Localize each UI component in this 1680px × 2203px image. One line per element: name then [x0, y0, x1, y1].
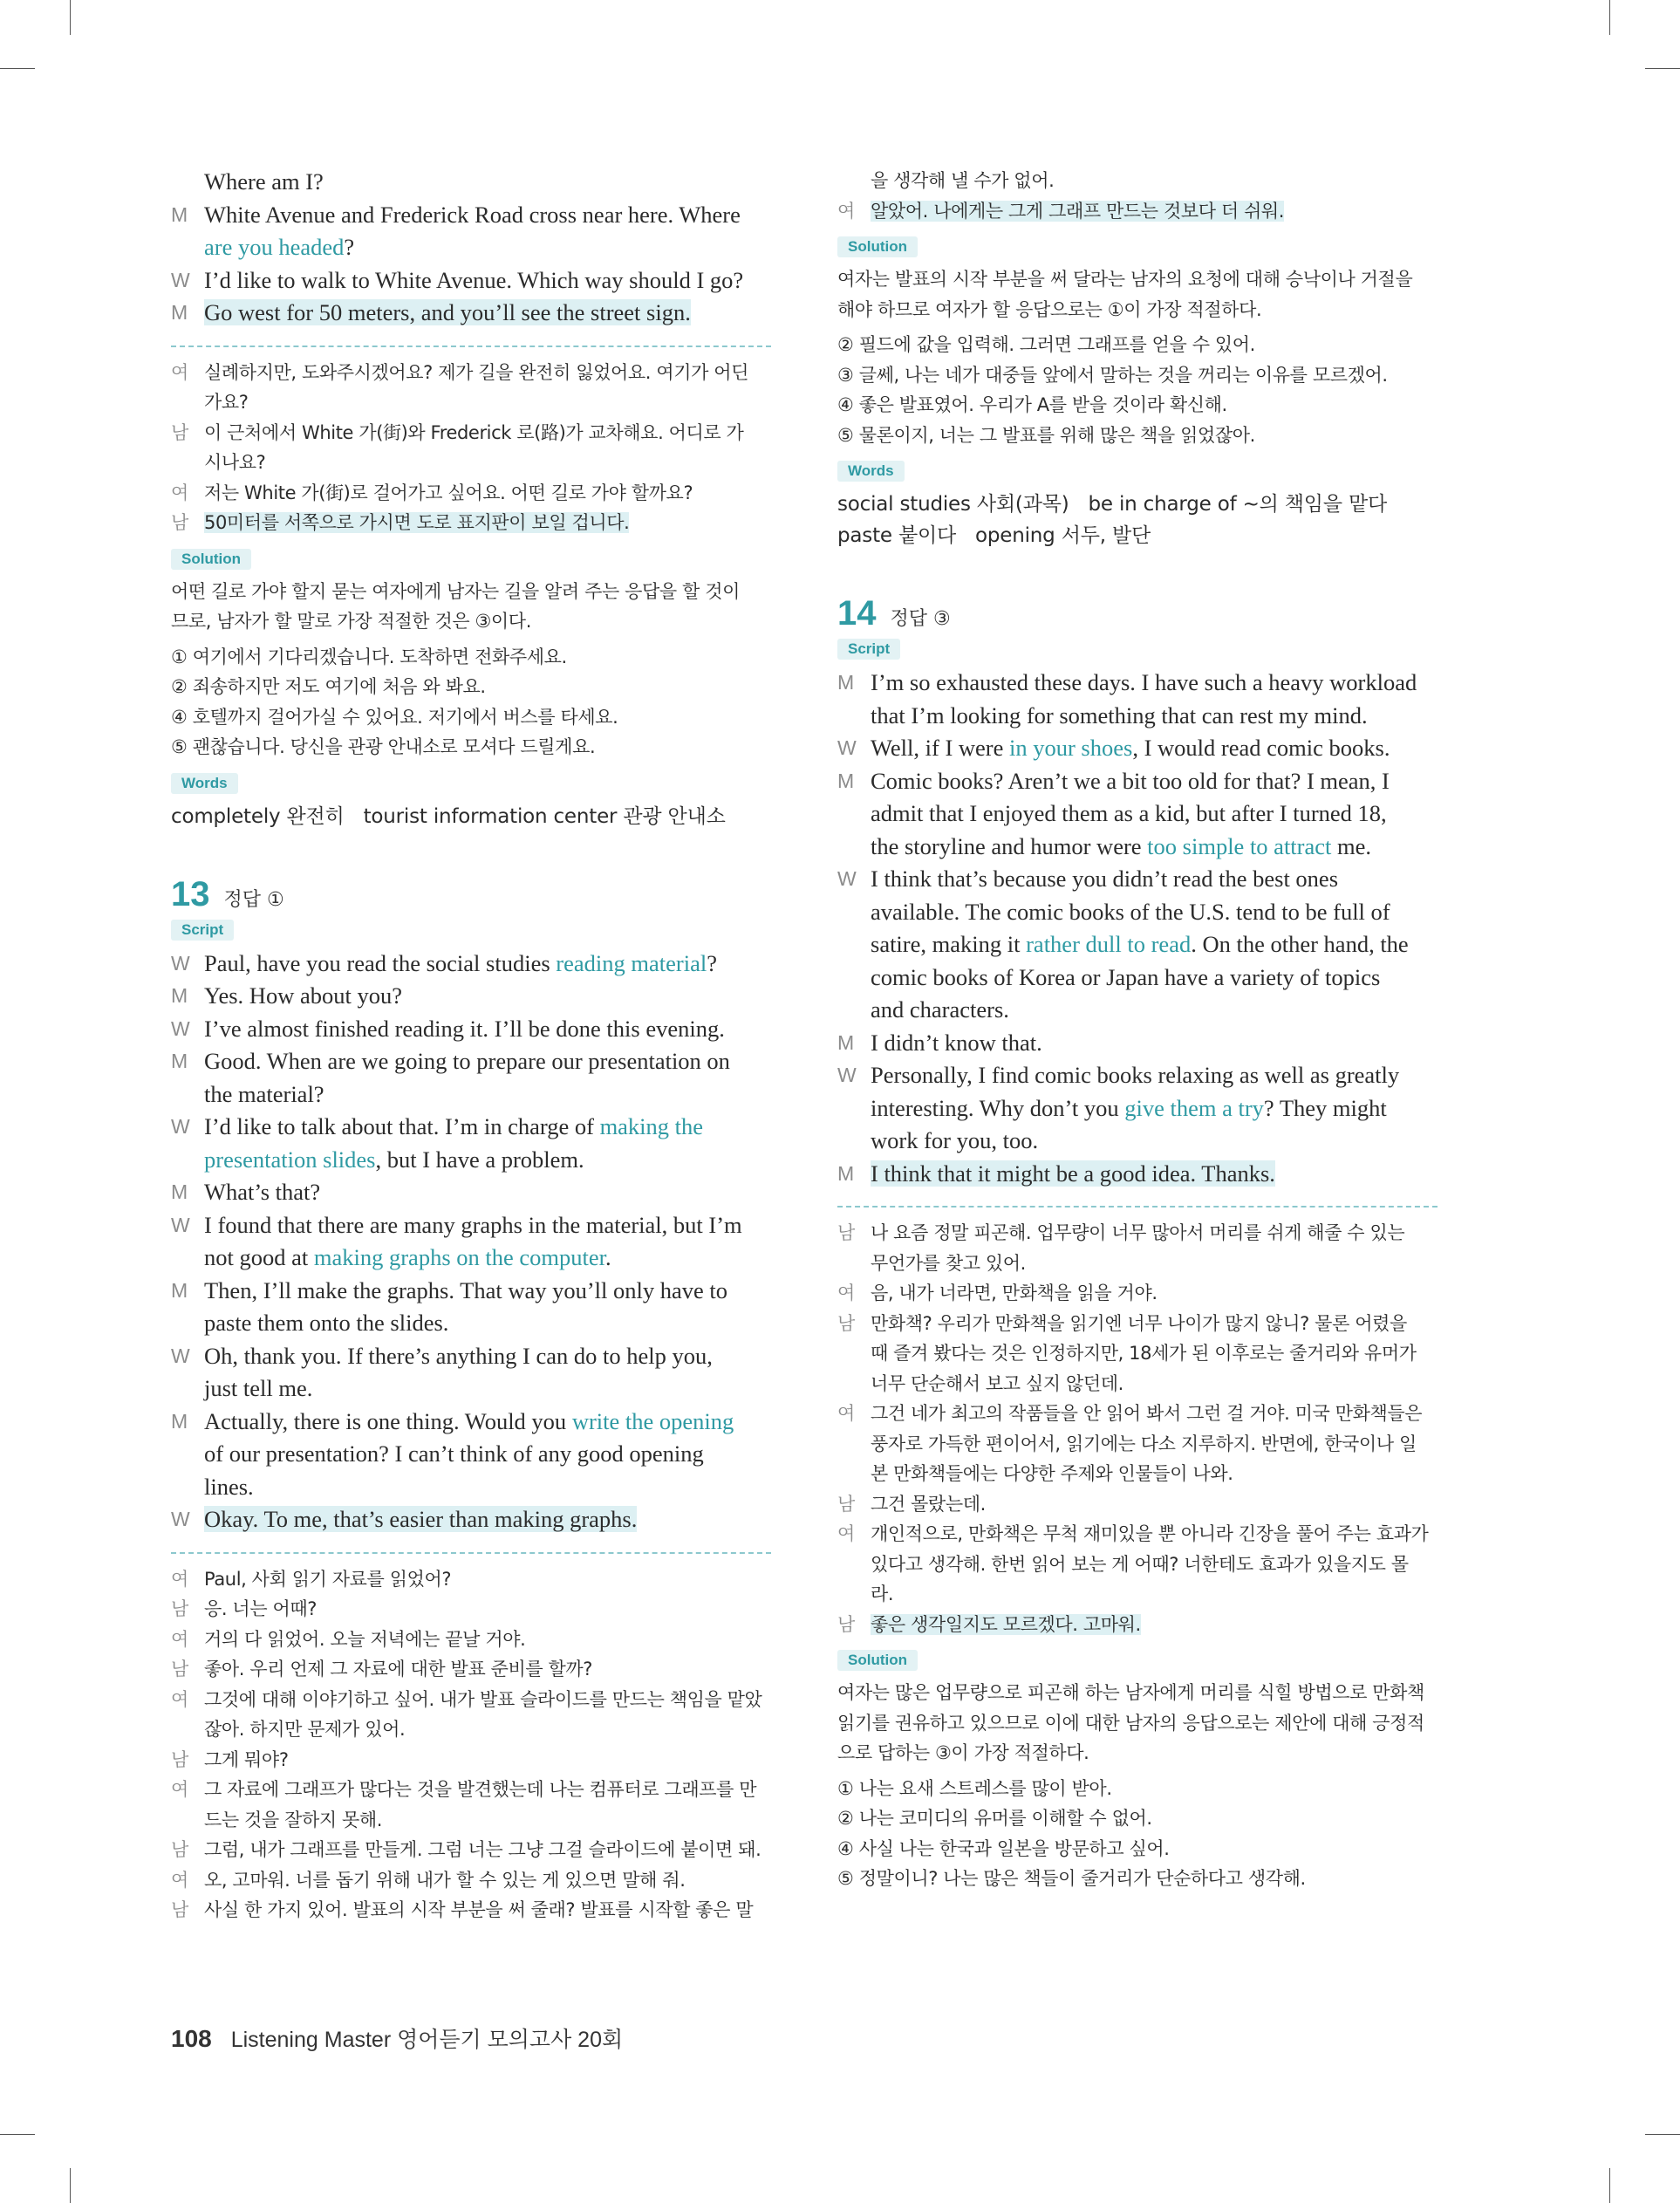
script-text: I think that’s because you didn’t read the best ones	[871, 865, 1339, 892]
solution-text: 므로, 남자가 할 말로 가장 적절한 것은 ③이다.	[171, 611, 531, 632]
words-tag: Words	[837, 461, 905, 482]
speaker-label: W	[837, 867, 857, 890]
translation-text: 음, 내가 너라면, 만화책을 읽을 거야.	[871, 1283, 1158, 1303]
option-item: ① 나는 요새 스트레스를 많이 받아.	[837, 1777, 1112, 1799]
script-line	[837, 1092, 1438, 1125]
translation-line	[837, 1399, 1438, 1429]
script-text: , but I have a problem.	[375, 1146, 584, 1173]
script-line	[837, 928, 1438, 961]
script-line: that I’m looking for something that can rest my mind.	[871, 701, 1368, 729]
script-line	[837, 831, 1438, 864]
translation-line: 을 생각해 낼 수가 없어.	[871, 170, 1055, 191]
key-phrase: in your shoes	[1009, 735, 1133, 761]
speaker-label: W	[171, 268, 190, 291]
script-line	[171, 1209, 771, 1242]
script-text: I’d like to walk to White Avenue. Which way should I go?	[204, 266, 744, 293]
q14-script	[837, 667, 1438, 1190]
speaker-label: M	[171, 301, 188, 324]
script-line: work for you, too.	[871, 1127, 1039, 1153]
script-text: ?	[344, 234, 355, 260]
key-phrase: too simple to attract	[1147, 832, 1332, 859]
translation-line	[171, 508, 771, 538]
script-text: What’s that?	[204, 1179, 321, 1205]
script-line	[171, 1176, 771, 1209]
translation-line: 시나요?	[204, 452, 266, 473]
script-line	[171, 980, 771, 1013]
script-tag: Script	[837, 639, 900, 660]
script-line	[171, 1503, 771, 1536]
script-line	[837, 667, 1438, 700]
translation-line	[837, 1309, 1438, 1339]
speaker-label: W	[171, 1115, 190, 1138]
translation-text: 오, 고마워. 너를 돕기 위해 내가 할 수 있는 게 있으면 말해 줘.	[204, 1869, 686, 1891]
speaker-label: 남	[171, 1598, 188, 1619]
speaker-label: W	[171, 951, 190, 975]
translation-text: 만화책? 우리가 만화책을 읽기엔 너무 나이가 많지 않니? 물론 어렸을	[871, 1312, 1407, 1334]
translation-line	[171, 1594, 771, 1625]
q13-words	[837, 489, 1438, 551]
translation-text: 개인적으로, 만화책은 무척 재미있을 뿐 아니라 긴장을 풀어 주는 효과가	[871, 1523, 1429, 1544]
option-item: ④ 좋은 발표였어. 우리가 A를 받을 것이라 확신해.	[837, 394, 1227, 415]
script-text: me.	[1331, 832, 1372, 859]
speaker-label: 남	[171, 1659, 188, 1680]
q13-solution	[837, 264, 1438, 450]
speaker-label: 여	[171, 1568, 188, 1590]
script-tag: Script	[171, 920, 234, 941]
q12-words	[171, 801, 771, 832]
translation-line	[171, 358, 771, 388]
translation-line: 너무 단순해서 보고 싶지 않던데.	[871, 1372, 1123, 1394]
script-text: satire, making it	[871, 931, 1027, 957]
script-line	[171, 199, 771, 232]
answer-highlight: 좋은 생각일지도 모르겠다. 고마워.	[871, 1613, 1141, 1635]
q12-script	[171, 166, 771, 330]
key-phrase: give them a try	[1124, 1094, 1264, 1121]
translation-text: 좋아. 우리 언제 그 자료에 대한 발표 준비를 할까?	[204, 1659, 593, 1680]
translation-line: 있다고 생각해. 한번 읽어 보는 게 어때? 너한테도 효과가 있을지도 몰	[871, 1553, 1409, 1575]
script-line	[171, 1045, 771, 1078]
speaker-label: W	[171, 1344, 190, 1367]
script-line: available. The comic books of the U.S. tend to be full of	[871, 898, 1390, 925]
script-text: the storyline and humor were	[871, 832, 1148, 859]
speaker-label: W	[837, 1064, 857, 1086]
crop-mark	[0, 68, 35, 69]
translation-line	[171, 1835, 771, 1865]
script-line	[171, 231, 771, 264]
script-text: Comic books? Aren’t we a bit too old for that? I mean, I	[871, 767, 1390, 794]
right-column	[837, 166, 1438, 1894]
script-line: admit that I enjoyed them as a kid, but after I turned 18,	[871, 800, 1387, 826]
script-text: I’ve almost finished reading it. I’ll be done this evening.	[204, 1015, 725, 1042]
speaker-label: M	[837, 1030, 855, 1054]
script-text: Then, I’ll make the graphs. That way you’ll only have to	[204, 1276, 728, 1303]
speaker-label: W	[837, 736, 857, 759]
q13-translation-cont	[837, 166, 1438, 226]
left-column	[171, 166, 771, 1926]
question-number: 13	[171, 874, 210, 913]
speaker-label: 남	[171, 1748, 188, 1770]
solution-text: 해야 하므로 여자가 할 응답으로는 ①이 가장 적절하다.	[837, 298, 1262, 320]
option-item: ④ 호텔까지 걸어가실 수 있어요. 저기에서 버스를 타세요.	[171, 706, 618, 728]
translation-line	[171, 1745, 771, 1775]
script-text: Well, if I were	[871, 735, 1009, 761]
translation-text: 이 근처에서 White 가(街)와 Frederick 로(路)가 교차해요. 어디로 가	[204, 421, 744, 443]
speaker-label: M	[837, 1161, 855, 1185]
q14-header	[837, 593, 1438, 633]
crop-mark	[70, 2168, 71, 2203]
script-text: not good at	[204, 1244, 314, 1270]
speaker-label: M	[171, 1180, 188, 1203]
option-item: ④ 사실 나는 한국과 일본을 방문하고 싶어.	[837, 1837, 1170, 1859]
solution-text: 읽기를 권유하고 있으므로 이에 대한 남자의 응답으로는 제안에 대해 긍정적	[837, 1712, 1424, 1734]
speaker-label: 여	[837, 1523, 855, 1544]
key-phrase: reading material	[556, 949, 707, 976]
key-phrase: presentation slides	[204, 1146, 376, 1173]
q13-header	[171, 874, 771, 914]
key-phrase: rather dull to read	[1026, 931, 1192, 957]
script-line	[171, 1013, 771, 1046]
answer-highlight: Go west for 50 meters, and you’ll see the street sign.	[204, 299, 691, 325]
page-number: 108	[171, 2025, 212, 2052]
speaker-label: 여	[837, 1403, 855, 1424]
solution-tag: Solution	[171, 549, 251, 570]
script-text: Actually, there is one thing. Would you	[204, 1407, 572, 1434]
key-phrase: making graphs on the computer	[313, 1244, 605, 1270]
word-entry: social studies 사회(과목)	[837, 493, 1069, 516]
translation-line	[837, 1519, 1438, 1550]
key-phrase: write the opening	[571, 1407, 734, 1434]
script-text: White Avenue and Frederick Road cross near here. Where	[204, 201, 741, 228]
translation-line: 라.	[871, 1584, 894, 1604]
script-text: ? They might	[1263, 1094, 1387, 1121]
translation-line	[171, 418, 771, 448]
script-line	[837, 732, 1438, 765]
option-item: ② 나는 코미디의 유머를 이해할 수 없어.	[837, 1808, 1152, 1829]
word-entry: tourist information center 관광 안내소	[363, 804, 726, 828]
book-title: Listening Master 영어듣기 모의고사 20회	[230, 2028, 624, 2052]
solution-text: 여자는 많은 업무량으로 피곤해 하는 남자에게 머리를 식힐 방법으로 만화책	[837, 1682, 1424, 1703]
translation-text: 거의 다 읽었어. 오늘 저녁에는 끝날 거야.	[204, 1628, 526, 1650]
speaker-label: 남	[171, 1839, 188, 1860]
question-number: 14	[837, 594, 877, 633]
translation-line	[171, 1895, 771, 1926]
crop-mark	[1609, 0, 1610, 35]
translation-text: 실례하지만, 도와주시겠어요? 제가 길을 완전히 잃었어요. 여기가 어딘	[204, 361, 749, 383]
script-line: lines.	[204, 1473, 254, 1500]
script-text: Good. When are we going to prepare our presentation on	[204, 1048, 730, 1074]
crop-mark	[0, 2134, 35, 2135]
crop-mark	[70, 0, 71, 35]
word-entry: opening 서두, 발단	[975, 524, 1151, 547]
translation-text: 그건 네가 최고의 작품들을 안 읽어 봐서 그런 걸 거야. 미국 만화책들은	[871, 1403, 1423, 1424]
script-line	[837, 863, 1438, 896]
translation-line: 본 만화책들에는 다양한 주제와 인물들이 나와.	[871, 1463, 1233, 1484]
script-text: , I would read comic books.	[1132, 735, 1390, 761]
q12-solution	[171, 577, 771, 763]
script-line	[837, 1059, 1438, 1092]
script-line	[171, 1275, 771, 1308]
speaker-label: M	[171, 984, 188, 1007]
solution-text: 으로 답하는 ③이 가장 적절하다.	[837, 1742, 1089, 1763]
option-item: ③ 글쎄, 나는 네가 대중들 앞에서 말하는 것을 꺼리는 이유를 모르겠어.	[837, 364, 1388, 386]
script-text: I found that there are many graphs in the material, but I’m	[204, 1211, 742, 1238]
speaker-label: M	[171, 1278, 188, 1302]
translation-line	[837, 1489, 1438, 1520]
answer-highlight: 50미터를 서쪽으로 가시면 도로 표지판이 보일 겁니다.	[204, 512, 630, 533]
answer-highlight: Okay. To me, that’s easier than making graphs.	[204, 1506, 638, 1532]
solution-text: 어떤 길로 가야 할지 묻는 여자에게 남자는 길을 알려 주는 응답을 할 것이	[171, 580, 740, 602]
translation-line	[171, 1625, 771, 1655]
speaker-label: 여	[171, 1869, 188, 1891]
option-item: ⑤ 괜찮습니다. 당신을 관광 안내소로 모셔다 드릴게요.	[171, 736, 596, 757]
q14-solution	[837, 1678, 1438, 1894]
speaker-label: 여	[837, 200, 855, 222]
answer-label: 정답 ③	[890, 608, 951, 630]
script-text: Paul, have you read the social studies	[204, 949, 557, 976]
script-text: interesting. Why don’t you	[871, 1094, 1125, 1121]
q14-translation	[837, 1218, 1438, 1639]
translation-text: 그건 몰랐는데.	[871, 1493, 986, 1515]
speaker-label: 여	[171, 482, 188, 503]
solution-tag: Solution	[837, 1650, 918, 1671]
script-text: Oh, thank you. If there’s anything I can do to help you,	[204, 1342, 713, 1369]
q13-translation	[171, 1564, 771, 1926]
script-text: . On the other hand, the	[1191, 931, 1409, 957]
speaker-label: M	[837, 671, 855, 694]
option-item: ⑤ 정말이니? 나는 많은 책들이 줄거리가 단순하다고 생각해.	[837, 1868, 1306, 1889]
speaker-label: 남	[837, 1613, 855, 1635]
words-tag: Words	[171, 773, 238, 794]
script-line	[171, 948, 771, 981]
speaker-label: W	[171, 1508, 190, 1530]
translation-text: 사실 한 가지 있어. 발표의 시작 부분을 써 줄래? 발표를 시작할 좋은 말	[204, 1899, 754, 1920]
option-item: ① 여기에서 기다리겠습니다. 도착하면 전화주세요.	[171, 646, 567, 667]
key-phrase: are you headed	[204, 234, 345, 260]
speaker-label: 여	[171, 1779, 188, 1800]
solution-text: 여자는 발표의 시작 부분을 써 달라는 남자의 요청에 대해 승낙이나 거절을	[837, 269, 1413, 290]
speaker-label: 남	[171, 1899, 188, 1920]
translation-text: Paul, 사회 읽기 자료를 읽었어?	[204, 1568, 452, 1590]
speaker-label: 남	[837, 1493, 855, 1515]
word-entry: completely 완전히	[171, 804, 345, 828]
page-footer	[171, 2022, 623, 2054]
speaker-label: W	[171, 1016, 190, 1040]
script-line	[837, 765, 1438, 798]
translation-text: 그럼, 내가 그래프를 만들게. 그럼 너는 그냥 그걸 슬라이드에 붙이면 돼.	[204, 1839, 761, 1860]
translation-line	[837, 1610, 1438, 1640]
script-text: ?	[707, 949, 717, 976]
translation-line	[171, 1775, 771, 1805]
script-line: just tell me.	[204, 1375, 313, 1401]
answer-highlight: 알았어. 나에게는 그게 그래프 만드는 것보다 더 쉬워.	[871, 200, 1285, 222]
speaker-label: M	[837, 769, 855, 792]
translation-line	[837, 1218, 1438, 1249]
script-line	[171, 1406, 771, 1439]
script-line: and characters.	[871, 996, 1009, 1023]
script-line: comic books of Korea or Japan have a variety of topics	[871, 963, 1381, 990]
translation-line: 풍자로 가득한 편이어서, 읽기에는 다소 지루하지. 반면에, 한국이나 일	[871, 1433, 1417, 1454]
speaker-label: 남	[837, 1222, 855, 1243]
speaker-label: M	[171, 1050, 188, 1072]
script-line	[171, 264, 771, 298]
crop-mark	[1645, 68, 1680, 69]
word-entry: paste 붙이다	[837, 524, 957, 547]
option-item: ⑤ 물론이지, 너는 그 발표를 위해 많은 책을 읽었잖아.	[837, 424, 1255, 446]
divider	[171, 1552, 771, 1554]
translation-line: 잖아. 하지만 문제가 있어.	[204, 1719, 406, 1740]
script-line: the material?	[204, 1080, 324, 1107]
script-line	[837, 1158, 1438, 1191]
translation-line	[837, 196, 1438, 227]
answer-label: 정답 ①	[223, 888, 284, 911]
speaker-label: 여	[171, 1688, 188, 1710]
translation-text: 그 자료에 그래프가 많다는 것을 발견했는데 나는 컴퓨터로 그래프를 만	[204, 1779, 757, 1800]
script-line: paste them onto the slides.	[204, 1310, 449, 1336]
speaker-label: 여	[837, 1283, 855, 1303]
translation-line	[171, 478, 771, 509]
speaker-label: 여	[171, 361, 188, 383]
script-text: Personally, I find comic books relaxing as well as greatly	[871, 1062, 1400, 1088]
script-line: of our presentation? I can’t think of any good opening	[204, 1440, 704, 1467]
script-text: I’m so exhausted these days. I have such a heavy workload	[871, 669, 1417, 695]
script-line	[171, 1242, 771, 1275]
key-phrase: making the	[599, 1113, 704, 1139]
crop-mark	[1609, 2168, 1610, 2203]
translation-text: 저는 White 가(街)로 걸어가고 싶어요. 어떤 길로 가야 할까요?	[204, 482, 693, 503]
translation-line	[171, 1564, 771, 1595]
speaker-label: M	[171, 202, 188, 226]
speaker-label: M	[171, 1409, 188, 1433]
speaker-label: 남	[171, 512, 188, 533]
script-text: Yes. How about you?	[204, 982, 402, 1009]
translation-line: 때 즐겨 봤다는 것은 인정하지만, 18세가 된 이후로는 줄거리와 유머가	[871, 1343, 1417, 1364]
script-text: I didn’t know that.	[871, 1029, 1042, 1056]
option-item: ② 필드에 값을 입력해. 그러면 그래프를 얻을 수 있어.	[837, 334, 1255, 355]
translation-line	[171, 1865, 771, 1896]
translation-line: 드는 것을 잘하지 못해.	[204, 1809, 383, 1830]
speaker-label: 남	[837, 1312, 855, 1334]
script-line	[171, 1111, 771, 1144]
script-line: Where am I?	[204, 168, 324, 195]
answer-highlight: I think that it might be a good idea. Thanks.	[871, 1160, 1275, 1187]
translation-line	[171, 1685, 771, 1715]
translation-line: 무언가를 찾고 있어.	[871, 1252, 1026, 1274]
translation-text: 나 요즘 정말 피곤해. 업무량이 너무 많아서 머리를 쉬게 해줄 수 있는	[871, 1222, 1405, 1243]
script-line	[171, 297, 771, 330]
translation-line	[837, 1278, 1438, 1309]
script-line	[171, 1144, 771, 1177]
divider	[837, 1206, 1438, 1208]
option-item: ② 죄송하지만 저도 여기에 처음 와 봐요.	[171, 676, 486, 697]
word-entry: be in charge of ~의 책임을 맡다	[1088, 493, 1387, 516]
translation-line	[171, 1654, 771, 1685]
q12-translation	[171, 358, 771, 538]
script-line	[837, 1027, 1438, 1060]
script-text: I’d like to talk about that. I’m in charge of	[204, 1113, 600, 1139]
solution-tag: Solution	[837, 236, 918, 257]
script-line	[171, 1340, 771, 1373]
translation-text: 그게 뭐야?	[204, 1748, 289, 1770]
speaker-label: 남	[171, 421, 188, 443]
q13-script	[171, 948, 771, 1536]
divider	[171, 346, 771, 347]
speaker-label: W	[171, 1213, 190, 1236]
script-text: .	[605, 1244, 611, 1270]
translation-text: 응. 너는 어때?	[204, 1598, 318, 1619]
crop-mark	[1645, 2134, 1680, 2135]
translation-line: 가요?	[204, 392, 249, 413]
speaker-label: 여	[171, 1628, 188, 1650]
translation-text: 그것에 대해 이야기하고 싶어. 내가 발표 슬라이드를 만드는 책임을 맡았	[204, 1688, 762, 1710]
